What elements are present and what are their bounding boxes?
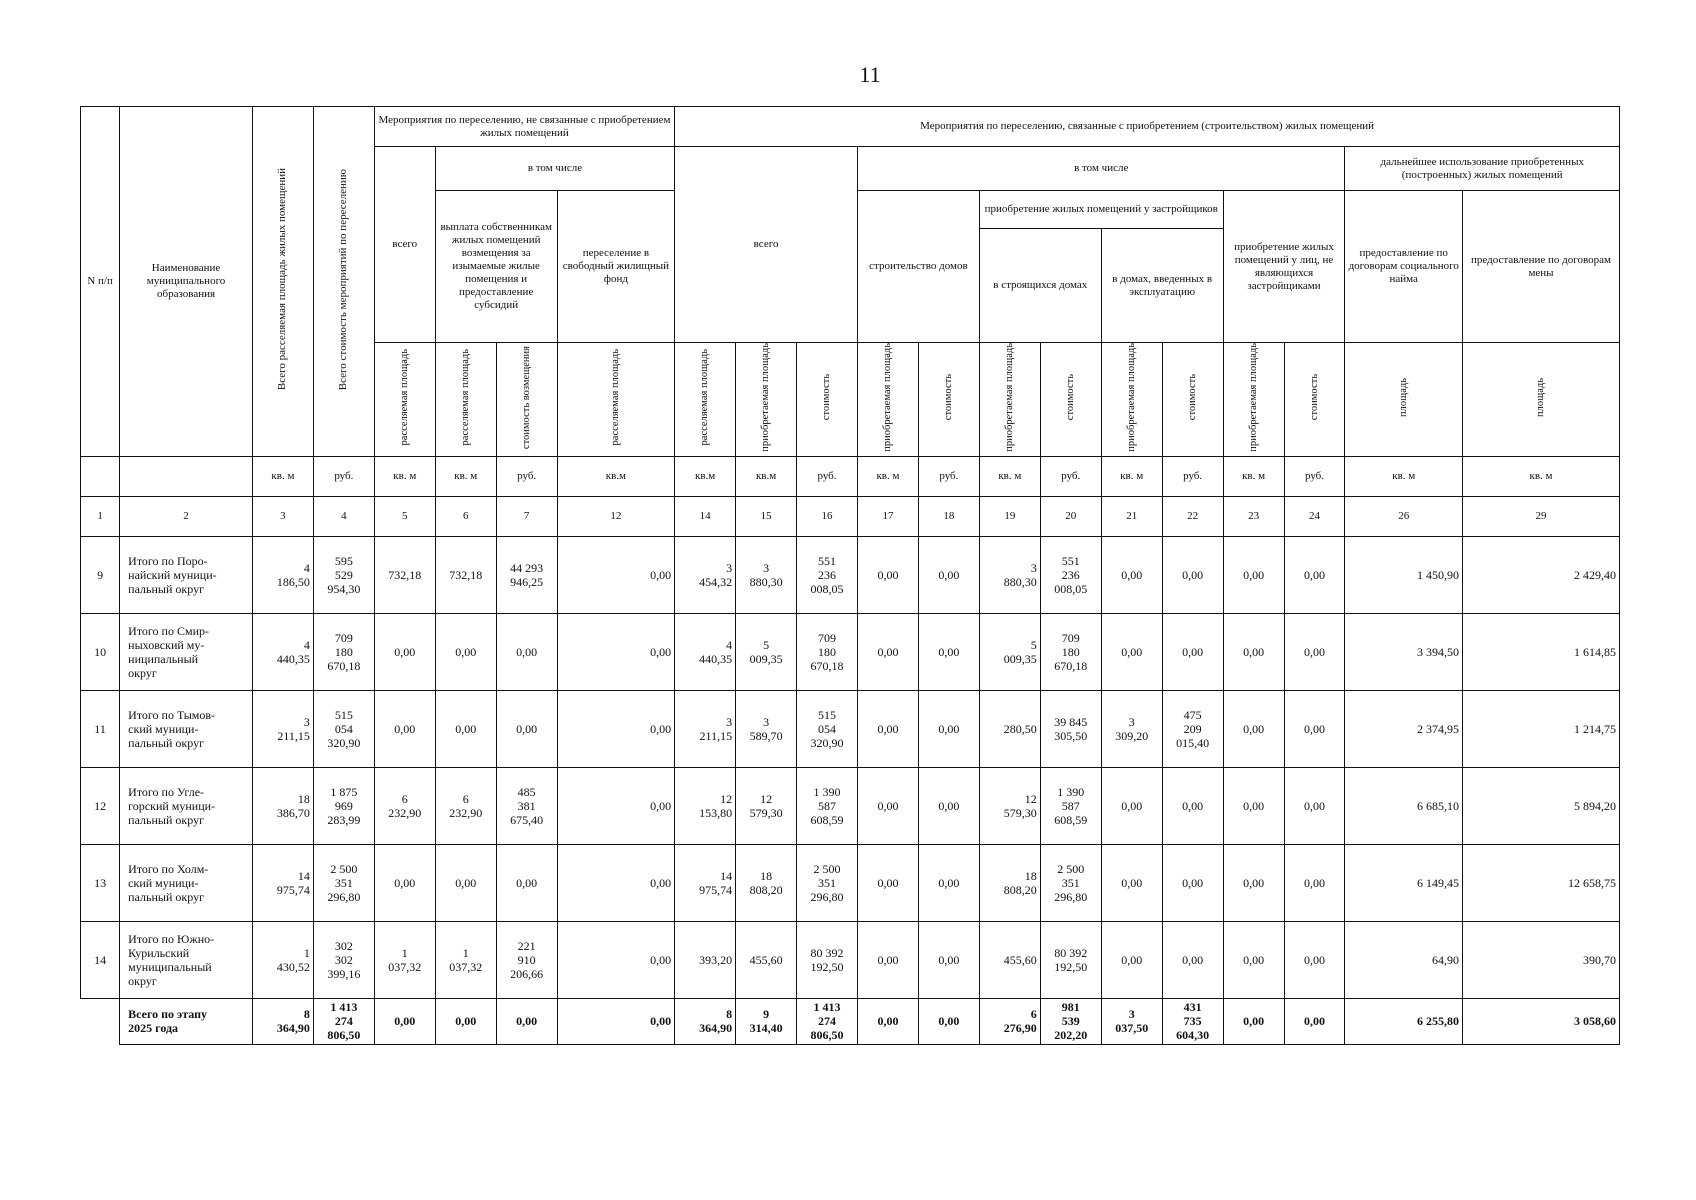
data-cell: 0,00	[857, 613, 918, 690]
header-including-a: в том числе	[435, 147, 674, 191]
data-cell: 18 808,20	[979, 844, 1040, 921]
column-number: 29	[1463, 496, 1620, 536]
data-cell: 0,00	[857, 921, 918, 998]
data-cell: 0,00	[374, 690, 435, 767]
data-cell: 0,00	[496, 690, 557, 767]
unit-cell: кв.м	[736, 456, 797, 496]
units-spacer	[81, 456, 120, 496]
row-number: 10	[81, 613, 120, 690]
unit-cell: руб.	[1284, 456, 1345, 496]
sub-purchased-area: приобретаемая площадь	[1223, 343, 1284, 457]
data-cell: 18 808,20	[736, 844, 797, 921]
data-cell: 0,00	[435, 613, 496, 690]
data-cell: 1 875 969 283,99	[313, 767, 374, 844]
unit-cell: кв.м	[675, 456, 736, 496]
data-cell: 732,18	[374, 536, 435, 613]
sub-area: площадь	[1463, 343, 1620, 457]
data-cell: 390,70	[1463, 921, 1620, 998]
data-cell: 0,00	[557, 998, 675, 1044]
data-cell: 6 685,10	[1345, 767, 1463, 844]
sub-cost: стоимость	[797, 343, 858, 457]
unit-cell: кв. м	[1223, 456, 1284, 496]
units-spacer	[120, 456, 253, 496]
data-cell: 595 529 954,30	[313, 536, 374, 613]
data-cell: 0,00	[1101, 844, 1162, 921]
unit-cell: кв. м	[252, 456, 313, 496]
table-row	[81, 536, 1620, 613]
data-cell: 1 037,32	[374, 921, 435, 998]
data-cell: 14 975,74	[675, 844, 736, 921]
row-number: 13	[81, 844, 120, 921]
data-cell: 6 276,90	[979, 998, 1040, 1044]
table-row	[81, 613, 1620, 690]
header-including-b: в том числе	[857, 147, 1345, 191]
units-row	[81, 456, 1620, 496]
unit-cell: кв. м	[857, 456, 918, 496]
data-cell: 393,20	[675, 921, 736, 998]
data-cell: 0,00	[496, 613, 557, 690]
data-cell: 1 430,52	[252, 921, 313, 998]
data-cell: 0,00	[496, 844, 557, 921]
data-cell: 0,00	[557, 536, 675, 613]
data-cell: 0,00	[857, 767, 918, 844]
table-row	[81, 690, 1620, 767]
data-cell: 485 381 675,40	[496, 767, 557, 844]
column-number: 26	[1345, 496, 1463, 536]
unit-cell: кв. м	[1345, 456, 1463, 496]
data-cell: 14 975,74	[252, 844, 313, 921]
header-group-related: Мероприятия по переселению, связанные с приобретением (строительством) жилых помещений	[675, 107, 1620, 147]
header-total-a: всего	[374, 147, 435, 343]
data-cell: 709 180 670,18	[797, 613, 858, 690]
column-number: 20	[1040, 496, 1101, 536]
data-cell: 8 364,90	[675, 998, 736, 1044]
header-purchase-non-dev: приобретение жилых помещений у лиц, не являющихся застройщиками	[1223, 191, 1345, 343]
data-cell: 0,00	[435, 844, 496, 921]
sub-compensation-cost: стоимость возмещения	[496, 343, 557, 457]
header-relocation-fund: переселение в свободный жилищный фонд	[557, 191, 675, 343]
data-cell: 18 386,70	[252, 767, 313, 844]
data-cell: 2 500 351 296,80	[1040, 844, 1101, 921]
data-cell: 0,00	[1284, 536, 1345, 613]
data-cell: 3 394,50	[1345, 613, 1463, 690]
relocation-table	[80, 106, 1620, 1045]
data-cell: 0,00	[1284, 613, 1345, 690]
data-cell: 2 500 351 296,80	[797, 844, 858, 921]
data-cell: 2 374,95	[1345, 690, 1463, 767]
data-cell: 515 054 320,90	[313, 690, 374, 767]
data-cell: 3 211,15	[252, 690, 313, 767]
data-cell: 0,00	[374, 844, 435, 921]
sub-cost: стоимость	[1284, 343, 1345, 457]
data-cell: 0,00	[1162, 844, 1223, 921]
data-cell: 0,00	[1162, 921, 1223, 998]
data-cell: 709 180 670,18	[313, 613, 374, 690]
sub-relocated-area: расселяемая площадь	[435, 343, 496, 457]
data-cell: 0,00	[857, 536, 918, 613]
data-cell: 0,00	[1284, 767, 1345, 844]
data-cell: 12 658,75	[1463, 844, 1620, 921]
sub-purchased-area: приобретаемая площадь	[979, 343, 1040, 457]
data-cell: 0,00	[1284, 921, 1345, 998]
column-number: 23	[1223, 496, 1284, 536]
column-number: 21	[1101, 496, 1162, 536]
column-numbers-row	[81, 496, 1620, 536]
column-number: 16	[797, 496, 858, 536]
header-social-rent: предоставление по договорам социального найма	[1345, 191, 1463, 343]
header-payment: выплата собственникам жилых помещений возмещения за изымаемые жилые помещения и предоставление субсидий	[435, 191, 557, 343]
unit-cell: руб.	[496, 456, 557, 496]
header-construction: строительство домов	[857, 191, 979, 343]
header-further-use: дальнейшее использование приобретенных (построенных) жилых помещений	[1345, 147, 1620, 191]
data-cell: 0,00	[1284, 844, 1345, 921]
data-cell: 0,00	[557, 921, 675, 998]
data-cell: 2 429,40	[1463, 536, 1620, 613]
data-cell: 0,00	[1223, 536, 1284, 613]
data-cell: 0,00	[1101, 536, 1162, 613]
total-row	[81, 998, 1620, 1044]
data-cell: 0,00	[918, 998, 979, 1044]
data-cell: 6 232,90	[374, 767, 435, 844]
data-cell: 1 450,90	[1345, 536, 1463, 613]
data-cell: 64,90	[1345, 921, 1463, 998]
data-cell: 0,00	[918, 536, 979, 613]
data-cell: 9 314,40	[736, 998, 797, 1044]
data-cell: 0,00	[1284, 998, 1345, 1044]
data-cell: 0,00	[557, 844, 675, 921]
data-cell: 3 589,70	[736, 690, 797, 767]
data-cell: 1 037,32	[435, 921, 496, 998]
data-cell: 221 910 206,66	[496, 921, 557, 998]
header-in-building: в строящихся домах	[979, 229, 1101, 343]
column-number: 14	[675, 496, 736, 536]
data-cell: 0,00	[918, 844, 979, 921]
data-cell: 0,00	[557, 690, 675, 767]
unit-cell: кв. м	[1101, 456, 1162, 496]
column-number: 3	[252, 496, 313, 536]
header-exchange: предоставление по договорам мены	[1463, 191, 1620, 343]
unit-cell: руб.	[1040, 456, 1101, 496]
row-number: 12	[81, 767, 120, 844]
sub-purchased-area: приобретаемая площадь	[857, 343, 918, 457]
data-cell: 455,60	[736, 921, 797, 998]
municipality-name: Итого по Угле- горский муници- пальный округ	[120, 767, 253, 844]
data-cell: 0,00	[857, 998, 918, 1044]
data-cell: 6 255,80	[1345, 998, 1463, 1044]
data-cell: 5 009,35	[736, 613, 797, 690]
column-number: 2	[120, 496, 253, 536]
unit-cell: кв. м	[1463, 456, 1620, 496]
sub-relocated-area: расселяемая площадь	[374, 343, 435, 457]
column-number: 19	[979, 496, 1040, 536]
data-cell: 0,00	[1223, 767, 1284, 844]
sub-cost: стоимость	[1040, 343, 1101, 457]
unit-cell: руб.	[313, 456, 374, 496]
data-cell: 3 454,32	[675, 536, 736, 613]
header-name: Наименование муниципального образования	[120, 107, 253, 457]
data-cell: 551 236 008,05	[1040, 536, 1101, 613]
data-cell: 3 880,30	[979, 536, 1040, 613]
data-cell: 0,00	[1101, 613, 1162, 690]
unit-cell: кв.м	[557, 456, 675, 496]
column-number: 1	[81, 496, 120, 536]
data-cell: 0,00	[1284, 690, 1345, 767]
data-cell: 3 037,50	[1101, 998, 1162, 1044]
unit-cell: руб.	[918, 456, 979, 496]
data-cell: 0,00	[1223, 921, 1284, 998]
data-cell: 0,00	[1223, 998, 1284, 1044]
row-number: 14	[81, 921, 120, 998]
sub-relocated-area: расселяемая площадь	[675, 343, 736, 457]
sub-area: площадь	[1345, 343, 1463, 457]
municipality-name: Итого по Южно- Курильский муниципальный округ	[120, 921, 253, 998]
data-cell: 5 894,20	[1463, 767, 1620, 844]
header-n: N п/п	[81, 107, 120, 457]
column-number: 6	[435, 496, 496, 536]
data-cell: 6 149,45	[1345, 844, 1463, 921]
data-cell: 3 880,30	[736, 536, 797, 613]
data-cell: 0,00	[918, 613, 979, 690]
data-cell: 0,00	[557, 613, 675, 690]
data-cell: 0,00	[918, 921, 979, 998]
data-cell: 709 180 670,18	[1040, 613, 1101, 690]
sub-cost: стоимость	[918, 343, 979, 457]
data-cell: 302 302 399,16	[313, 921, 374, 998]
data-cell: 5 009,35	[979, 613, 1040, 690]
column-number: 18	[918, 496, 979, 536]
data-cell: 0,00	[1162, 536, 1223, 613]
column-number: 7	[496, 496, 557, 536]
data-cell: 1 413 274 806,50	[313, 998, 374, 1044]
data-cell: 4 440,35	[252, 613, 313, 690]
municipality-name: Итого по Смир- ныховский му- ниципальный округ	[120, 613, 253, 690]
data-cell: 1 390 587 608,59	[797, 767, 858, 844]
column-number: 5	[374, 496, 435, 536]
data-cell: 4 186,50	[252, 536, 313, 613]
data-cell: 0,00	[1162, 613, 1223, 690]
sub-cost: стоимость	[1162, 343, 1223, 457]
header-total-area: Всего расселяемая площадь жилых помещений	[252, 107, 313, 457]
data-cell: 4 440,35	[675, 613, 736, 690]
data-cell: 3 309,20	[1101, 690, 1162, 767]
data-cell: 551 236 008,05	[797, 536, 858, 613]
data-cell: 0,00	[496, 998, 557, 1044]
unit-cell: руб.	[1162, 456, 1223, 496]
municipality-name: Всего по этапу 2025 года	[120, 998, 253, 1044]
data-cell: 0,00	[1162, 767, 1223, 844]
data-cell: 1 390 587 608,59	[1040, 767, 1101, 844]
sub-purchased-area: приобретаемая площадь	[736, 343, 797, 457]
data-cell: 44 293 946,25	[496, 536, 557, 613]
data-cell: 2 500 351 296,80	[313, 844, 374, 921]
municipality-name: Итого по Тымов- ский муници- пальный округ	[120, 690, 253, 767]
header-total-cost: Всего стоимость мероприятий по переселению	[313, 107, 374, 457]
data-cell: 455,60	[979, 921, 1040, 998]
unit-cell: кв. м	[374, 456, 435, 496]
data-cell: 0,00	[918, 767, 979, 844]
data-cell: 280,50	[979, 690, 1040, 767]
data-cell: 3 211,15	[675, 690, 736, 767]
data-cell: 1 614,85	[1463, 613, 1620, 690]
header-group-not-related: Мероприятия по переселению, не связанные с приобретением жилых помещений	[374, 107, 674, 147]
row-number: 11	[81, 690, 120, 767]
data-cell: 39 845 305,50	[1040, 690, 1101, 767]
data-cell: 12 579,30	[736, 767, 797, 844]
table-row	[81, 844, 1620, 921]
data-cell: 732,18	[435, 536, 496, 613]
data-cell: 0,00	[1223, 613, 1284, 690]
data-cell: 431 735 604,30	[1162, 998, 1223, 1044]
column-number: 17	[857, 496, 918, 536]
data-cell: 0,00	[1101, 767, 1162, 844]
data-cell: 475 209 015,40	[1162, 690, 1223, 767]
column-number: 22	[1162, 496, 1223, 536]
sub-relocated-area: расселяемая площадь	[557, 343, 675, 457]
column-number: 15	[736, 496, 797, 536]
table-row	[81, 921, 1620, 998]
data-cell: 80 392 192,50	[1040, 921, 1101, 998]
header-total-b: всего	[675, 147, 858, 343]
table-row	[81, 767, 1620, 844]
data-cell: 0,00	[435, 690, 496, 767]
data-cell: 8 364,90	[252, 998, 313, 1044]
data-cell: 1 413 274 806,50	[797, 998, 858, 1044]
data-cell: 0,00	[1223, 690, 1284, 767]
page-number: 11	[859, 62, 881, 87]
column-number: 12	[557, 496, 675, 536]
data-cell: 0,00	[857, 844, 918, 921]
row-number	[81, 998, 120, 1044]
data-cell: 515 054 320,90	[797, 690, 858, 767]
municipality-name: Итого по Холм- ский муници- пальный округ	[120, 844, 253, 921]
data-cell: 0,00	[435, 998, 496, 1044]
unit-cell: кв. м	[435, 456, 496, 496]
data-cell: 0,00	[557, 767, 675, 844]
data-cell: 0,00	[1223, 844, 1284, 921]
unit-cell: руб.	[797, 456, 858, 496]
data-cell: 981 539 202,20	[1040, 998, 1101, 1044]
data-cell: 0,00	[857, 690, 918, 767]
data-cell: 0,00	[374, 613, 435, 690]
data-cell: 12 579,30	[979, 767, 1040, 844]
data-cell: 0,00	[918, 690, 979, 767]
data-cell: 80 392 192,50	[797, 921, 858, 998]
data-cell: 0,00	[374, 998, 435, 1044]
unit-cell: кв. м	[979, 456, 1040, 496]
data-cell: 6 232,90	[435, 767, 496, 844]
data-cell: 3 058,60	[1463, 998, 1620, 1044]
sub-purchased-area: приобретаемая площадь	[1101, 343, 1162, 457]
column-number: 24	[1284, 496, 1345, 536]
row-number: 9	[81, 536, 120, 613]
header-in-commissioned: в домах, введенных в эксплуатацию	[1101, 229, 1223, 343]
data-cell: 0,00	[1101, 921, 1162, 998]
data-cell: 1 214,75	[1463, 690, 1620, 767]
data-cell: 12 153,80	[675, 767, 736, 844]
header-purchase-dev: приобретение жилых помещений у застройщиков	[979, 191, 1223, 229]
municipality-name: Итого по Поро- найский муници- пальный округ	[120, 536, 253, 613]
column-number: 4	[313, 496, 374, 536]
